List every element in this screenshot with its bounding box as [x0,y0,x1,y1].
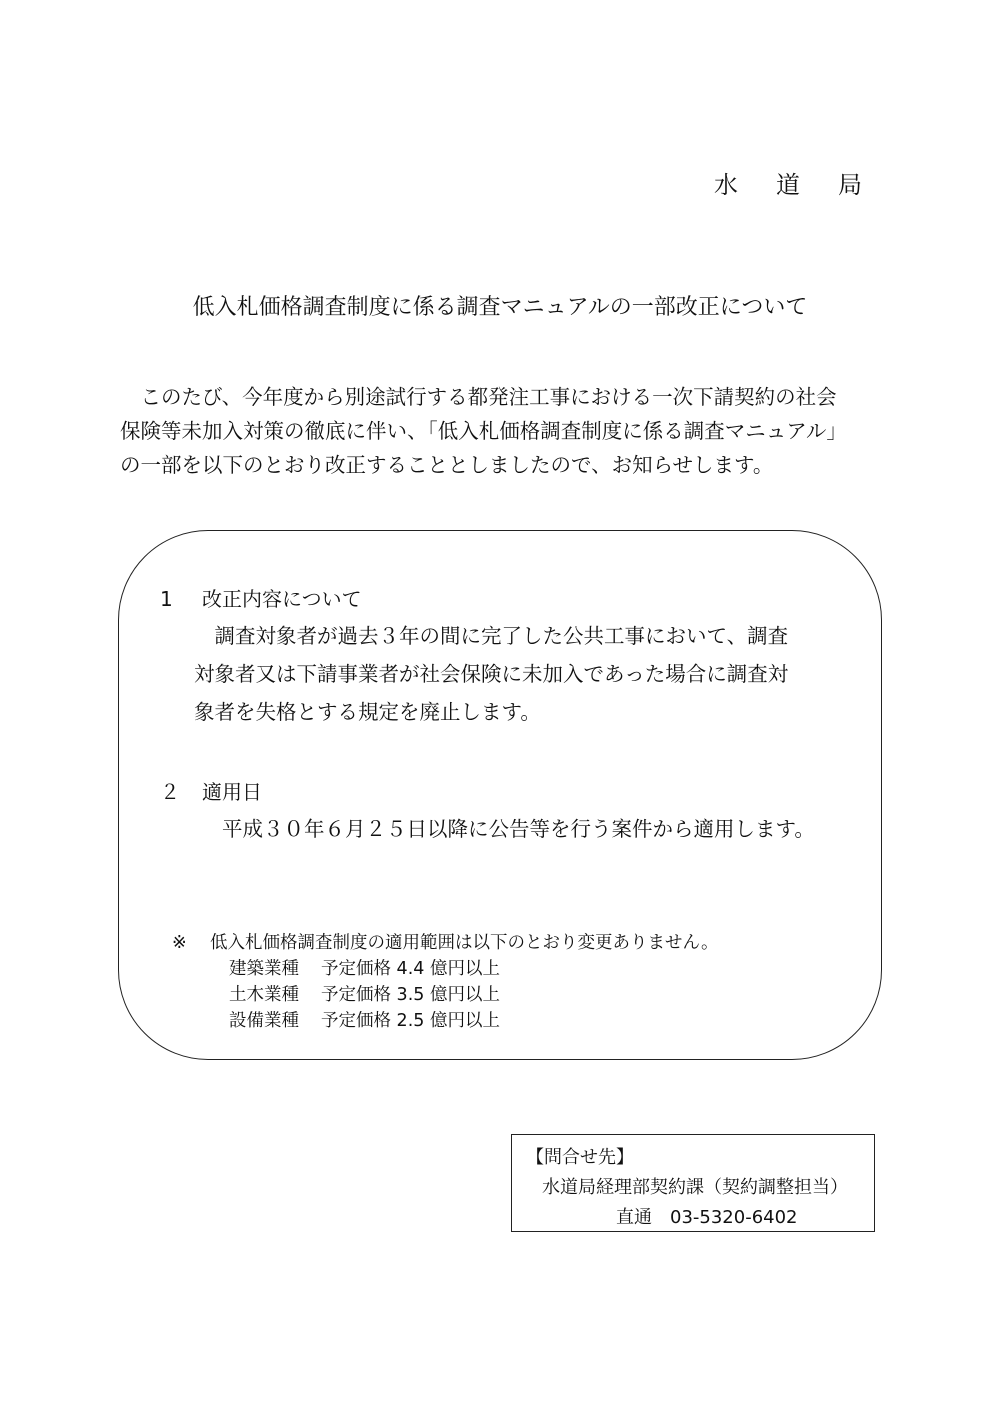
section-1-line: 調査対象者が過去３年の間に完了した公共工事において、調査 [194,624,789,648]
section-1-line: 象者を失格とする規定を廃止します。 [194,700,541,724]
contact-department: 水道局経理部契約課（契約調整担当） [542,1177,848,1198]
section-2-title: 適用日 [202,780,262,804]
threshold-category: 設備業種 [229,1011,299,1031]
section-1-heading [160,583,362,612]
document-title: 低入札価格調査制度に係る調査マニュアルの一部改正について [192,295,808,320]
contact-phone-label: 直通 [616,1207,652,1228]
section-1-number: 1 [160,587,173,611]
intro-line: 保険等未加入対策の徹底に伴い、「低入札価格調査制度に係る調査マニュアル」 [120,419,847,443]
section-1-title: 改正内容について [202,587,362,611]
contact-heading: 【問合せ先】 [526,1147,634,1168]
note-text: 低入札価格調査制度の適用範囲は以下のとおり変更ありません。 [210,933,719,953]
threshold-row [172,1008,719,1034]
issuer-name [714,165,864,200]
section-2-heading [160,776,262,805]
contact-phone-number: 03-5320-6402 [670,1207,798,1228]
intro-paragraph [120,380,900,482]
section-1-body [194,617,788,731]
section-2-number: ２ [160,780,180,804]
issuer-char: 局 [838,171,864,199]
threshold-category: 土木業種 [229,985,299,1005]
issuer-char: 水 [714,171,740,199]
note-heading [172,930,719,956]
threshold-row [172,956,719,982]
note-mark: ※ [172,933,187,953]
contact-box [511,1134,875,1232]
contact-phone-line [616,1203,798,1229]
section-2-body: 平成３０年６月２５日以降に公告等を行う案件から適用します。 [222,817,815,841]
threshold-value: 予定価格 3.5 億円以上 [321,985,500,1005]
threshold-value: 予定価格 4.4 億円以上 [321,959,500,979]
intro-line: このたび、今年度から別途試行する都発注工事における一次下請契約の社会 [120,385,837,409]
threshold-row [172,982,719,1008]
threshold-value: 予定価格 2.5 億円以上 [321,1011,500,1031]
issuer-char: 道 [776,171,802,199]
note-block [172,930,719,1034]
threshold-category: 建築業種 [229,959,299,979]
section-1-line: 対象者又は下請事業者が社会保険に未加入であった場合に調査対 [194,662,789,686]
intro-line: の一部を以下のとおり改正することとしましたので、お知らせします。 [120,453,774,477]
